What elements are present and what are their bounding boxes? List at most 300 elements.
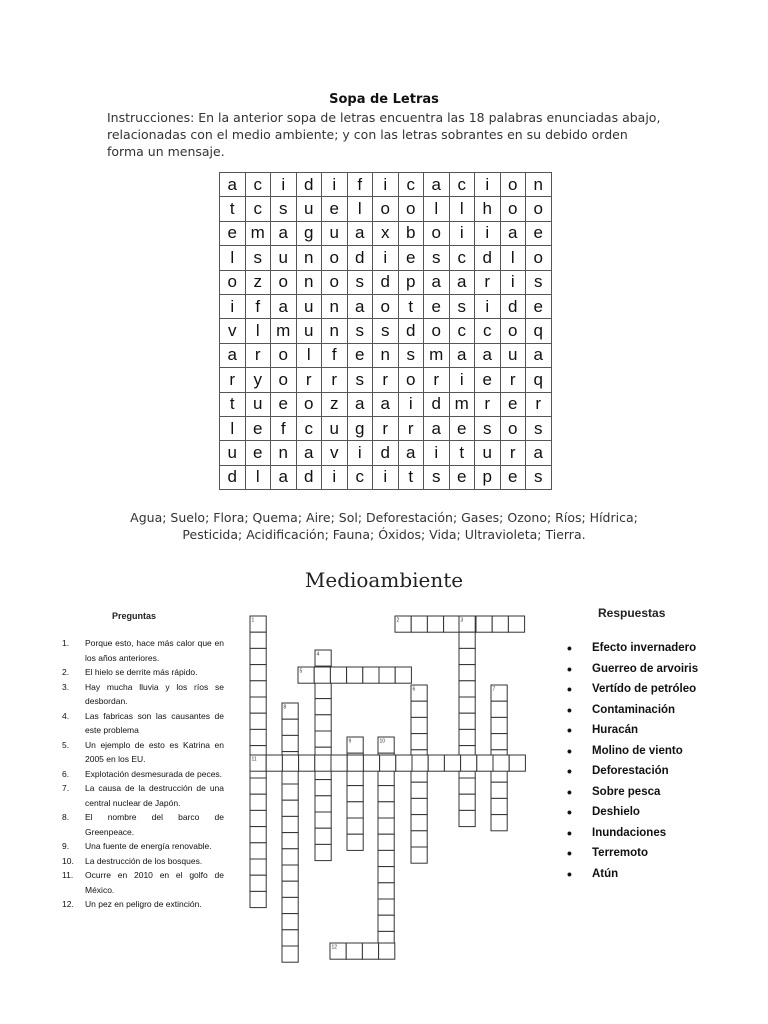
grid-letter: i	[500, 270, 526, 294]
grid-letter: s	[449, 294, 475, 318]
crossword-cell[interactable]	[493, 755, 509, 771]
grid-letter: a	[449, 270, 475, 294]
grid-letter: f	[271, 416, 297, 440]
grid-letter: r	[296, 368, 322, 392]
grid-letter: d	[347, 246, 373, 270]
crossword-cell[interactable]	[459, 648, 475, 664]
crossword-cell[interactable]	[315, 682, 331, 698]
crossword-cell[interactable]	[411, 616, 427, 632]
question-number: 8.	[62, 812, 70, 822]
grid-letter: i	[271, 173, 297, 197]
crossword-cell[interactable]	[250, 827, 266, 843]
question-number: 10.	[62, 855, 74, 866]
grid-letter: a	[347, 392, 373, 416]
crossword-cell[interactable]	[491, 701, 507, 717]
crossword-cell[interactable]	[250, 665, 266, 681]
answer-item: • Efecto invernadero	[567, 638, 698, 659]
grid-letter: e	[245, 416, 271, 440]
word-search-instructions: Instrucciones: En la anterior sopa de letras encuentra las 18 palabras enunciadas abajo, relacionadas con el medio ambiente; y con las letras sobrantes en su debido orden forma un mensaje.	[107, 110, 661, 159]
crossword-cell[interactable]	[379, 667, 395, 683]
grid-letter: s	[398, 343, 424, 367]
crossword-cell[interactable]	[250, 794, 266, 810]
crossword-cell[interactable]	[411, 734, 427, 750]
crossword-cell[interactable]	[282, 735, 298, 751]
grid-letter: l	[424, 197, 450, 221]
answer-item: • Huracán	[567, 720, 698, 741]
grid-letter: e	[526, 294, 552, 318]
crossword-cell[interactable]	[444, 755, 460, 771]
grid-letter: d	[220, 465, 246, 489]
grid-letter: r	[475, 392, 501, 416]
crossword-cell[interactable]	[378, 883, 394, 899]
crossword-cell[interactable]	[347, 786, 363, 802]
grid-letter: c	[347, 465, 373, 489]
crossword-clue-number: 5	[299, 668, 303, 675]
grid-letter: v	[322, 441, 348, 465]
grid-letter: r	[500, 368, 526, 392]
crossword-cell[interactable]	[379, 943, 395, 959]
crossword-cell[interactable]	[347, 769, 363, 785]
grid-letter: a	[449, 343, 475, 367]
grid-letter: e	[449, 465, 475, 489]
question-text: Explotación desmesurada de peces.	[85, 768, 223, 779]
grid-letter: i	[322, 173, 348, 197]
grid-letter: s	[373, 319, 399, 343]
grid-letter: m	[245, 221, 271, 245]
grid-letter: o	[526, 197, 552, 221]
grid-letter: y	[245, 368, 271, 392]
question-text: Hay mucha lluvia y los ríos se desbordan.	[85, 681, 224, 706]
grid-letter: z	[322, 392, 348, 416]
grid-letter: s	[347, 319, 373, 343]
grid-letter: t	[220, 392, 246, 416]
grid-letter: i	[424, 441, 450, 465]
crossword-cell[interactable]	[378, 834, 394, 850]
crossword-cell[interactable]	[282, 800, 298, 816]
crossword-cell[interactable]	[428, 755, 444, 771]
crossword-cell[interactable]	[347, 755, 363, 771]
crossword-cell[interactable]	[315, 699, 331, 715]
crossword-cell[interactable]	[459, 665, 475, 681]
crossword-cell[interactable]	[395, 667, 411, 683]
crossword-cell[interactable]	[250, 778, 266, 794]
crossword-cell[interactable]	[250, 843, 266, 859]
grid-letter: a	[296, 441, 322, 465]
grid-letter: s	[526, 270, 552, 294]
grid-letter: d	[296, 173, 322, 197]
question-text: Porque esto, hace más calor que en los años anteriores.	[85, 638, 224, 663]
grid-letter: l	[347, 197, 373, 221]
grid-letter: a	[271, 221, 297, 245]
crossword-cell[interactable]	[491, 734, 507, 750]
grid-letter: c	[449, 319, 475, 343]
question-text: Una fuente de energía renovable.	[85, 841, 212, 851]
crossword-cell[interactable]	[282, 865, 298, 881]
grid-letter: s	[347, 368, 373, 392]
grid-letter: s	[526, 465, 552, 489]
crossword-cell[interactable]	[362, 943, 378, 959]
grid-letter: t	[398, 294, 424, 318]
crossword-cell[interactable]	[378, 899, 394, 915]
crossword-cell[interactable]	[508, 616, 524, 632]
word-list-line: Pesticida; Acidificación; Fauna; Óxidos; Vida; Ultravioleta; Tierra.	[182, 527, 586, 542]
crossword-clue-number: 4	[316, 651, 320, 658]
question-number: 11.	[62, 870, 74, 880]
question-number: 5.	[62, 739, 70, 750]
answer-item: • Molino de viento	[567, 741, 698, 762]
grid-letter: c	[245, 173, 271, 197]
crossword-cell[interactable]	[250, 648, 266, 664]
grid-letter: l	[500, 246, 526, 270]
grid-letter: c	[245, 197, 271, 221]
grid-letter: o	[398, 368, 424, 392]
crossword-cell[interactable]	[282, 755, 298, 771]
crossword-cell[interactable]	[396, 755, 412, 771]
crossword-cell[interactable]	[378, 915, 394, 931]
word-search-title: Sopa de Letras	[329, 92, 439, 107]
grid-letter: d	[475, 246, 501, 270]
grid-letter: c	[449, 173, 475, 197]
crossword-cell[interactable]	[491, 782, 507, 798]
grid-letter: a	[220, 173, 246, 197]
grid-letter: i	[373, 246, 399, 270]
grid-letter: i	[475, 173, 501, 197]
question-number: 2.	[62, 667, 70, 677]
crossword-cell[interactable]	[477, 755, 493, 771]
grid-letter: e	[500, 392, 526, 416]
crossword-cell[interactable]	[459, 794, 475, 810]
grid-letter: o	[500, 416, 526, 440]
grid-letter: e	[475, 368, 501, 392]
crossword-cell[interactable]	[411, 831, 427, 847]
crossword-cell[interactable]	[378, 850, 394, 866]
grid-letter: i	[373, 173, 399, 197]
grid-letter: f	[322, 343, 348, 367]
grid-letter: i	[373, 465, 399, 489]
crossword-cell[interactable]	[266, 755, 282, 771]
grid-letter: o	[373, 197, 399, 221]
grid-letter: u	[296, 197, 322, 221]
crossword-cell[interactable]	[411, 701, 427, 717]
grid-letter: c	[398, 173, 424, 197]
crossword-cell[interactable]	[315, 715, 331, 731]
grid-letter: a	[475, 343, 501, 367]
crossword-clue-number: 9	[348, 738, 352, 745]
crossword-cell[interactable]	[250, 859, 266, 875]
crossword-cell[interactable]	[347, 818, 363, 834]
grid-letter: i	[449, 221, 475, 245]
crossword-cell[interactable]	[282, 784, 298, 800]
crossword-cell[interactable]	[492, 616, 508, 632]
answer-item: • Vertído de petróleo	[567, 679, 698, 700]
grid-letter: o	[500, 319, 526, 343]
crossword-cell[interactable]	[378, 769, 394, 785]
grid-letter: r	[398, 416, 424, 440]
grid-letter: r	[245, 343, 271, 367]
grid-letter: e	[220, 221, 246, 245]
crossword-clue-number: 1	[251, 617, 255, 624]
grid-letter: o	[526, 246, 552, 270]
crossword-cell[interactable]	[476, 616, 492, 632]
crossword-cell[interactable]	[282, 719, 298, 735]
grid-letter: l	[449, 197, 475, 221]
crossword-cell[interactable]	[315, 780, 331, 796]
answer-item: • Deshielo	[567, 802, 698, 823]
grid-letter: s	[245, 246, 271, 270]
answer-item: • Sobre pesca	[567, 782, 698, 803]
grid-letter: n	[322, 294, 348, 318]
grid-letter: r	[220, 368, 246, 392]
grid-letter: o	[296, 392, 322, 416]
grid-letter: d	[373, 441, 399, 465]
crossword-clue-number: 6	[412, 686, 416, 693]
grid-letter: a	[398, 441, 424, 465]
grid-letter: a	[271, 465, 297, 489]
grid-letter: c	[475, 319, 501, 343]
grid-letter: a	[347, 221, 373, 245]
grid-letter: p	[398, 270, 424, 294]
grid-letter: i	[475, 294, 501, 318]
crossword-clue-number: 3	[460, 617, 464, 624]
grid-letter: e	[322, 197, 348, 221]
grid-letter: e	[245, 441, 271, 465]
crossword-title: Medioambiente	[304, 568, 464, 592]
grid-letter: o	[500, 173, 526, 197]
grid-letter: c	[296, 416, 322, 440]
grid-letter: i	[347, 441, 373, 465]
crossword-cell[interactable]	[250, 632, 266, 648]
crossword-cell[interactable]	[363, 755, 379, 771]
crossword-cell[interactable]	[444, 616, 460, 632]
grid-letter: s	[424, 246, 450, 270]
crossword-cell[interactable]	[459, 778, 475, 794]
grid-letter: n	[373, 343, 399, 367]
grid-letter: n	[322, 319, 348, 343]
grid-letter: o	[500, 197, 526, 221]
crossword-cell[interactable]	[491, 798, 507, 814]
grid-letter: u	[500, 343, 526, 367]
grid-letter: e	[398, 246, 424, 270]
crossword-cell[interactable]	[427, 616, 443, 632]
crossword-cell[interactable]	[363, 667, 379, 683]
grid-letter: g	[347, 416, 373, 440]
grid-letter: s	[347, 270, 373, 294]
grid-letter: u	[271, 246, 297, 270]
question-text: El nombre del barco de Greenpeace.	[85, 812, 224, 837]
grid-letter: u	[245, 392, 271, 416]
crossword-cell[interactable]	[509, 755, 525, 771]
grid-letter: e	[449, 416, 475, 440]
crossword-clue-number: 2	[396, 617, 400, 624]
grid-letter: z	[245, 270, 271, 294]
crossword-cell[interactable]	[461, 755, 477, 771]
grid-letter: r	[475, 270, 501, 294]
crossword-cell[interactable]	[378, 802, 394, 818]
crossword-cell[interactable]	[250, 681, 266, 697]
crossword-cell[interactable]	[250, 875, 266, 891]
grid-letter: d	[424, 392, 450, 416]
grid-letter: l	[245, 319, 271, 343]
grid-letter: l	[245, 465, 271, 489]
crossword-cell[interactable]	[411, 782, 427, 798]
grid-letter: e	[500, 465, 526, 489]
grid-letter: u	[475, 441, 501, 465]
crossword-cell[interactable]	[459, 810, 475, 826]
question-text: El hielo se derrite más rápido.	[85, 667, 198, 677]
grid-letter: r	[322, 368, 348, 392]
crossword-clue-number: 11	[251, 756, 257, 763]
crossword-cell[interactable]	[315, 731, 331, 747]
crossword-cell[interactable]	[347, 802, 363, 818]
question-text: La destrucción de los bosques.	[85, 855, 203, 866]
crossword-cell[interactable]	[347, 667, 363, 683]
grid-letter: u	[296, 319, 322, 343]
crossword-cell[interactable]	[282, 816, 298, 832]
crossword-cell[interactable]	[250, 697, 266, 713]
crossword-cell[interactable]	[491, 815, 507, 831]
crossword-cell[interactable]	[314, 667, 330, 683]
question-number: 4.	[62, 710, 70, 721]
grid-letter: d	[500, 294, 526, 318]
grid-letter: l	[296, 343, 322, 367]
crossword-clue-number: 8	[283, 704, 287, 711]
grid-letter: c	[449, 246, 475, 270]
grid-letter: l	[220, 246, 246, 270]
grid-letter: g	[296, 221, 322, 245]
crossword-cell[interactable]	[459, 632, 475, 648]
crossword-cell[interactable]	[459, 713, 475, 729]
grid-letter: e	[271, 392, 297, 416]
crossword-cell[interactable]	[459, 681, 475, 697]
grid-letter: x	[373, 221, 399, 245]
grid-letter: o	[271, 368, 297, 392]
grid-letter: i	[449, 368, 475, 392]
crossword-cell[interactable]	[250, 891, 266, 907]
crossword-cell[interactable]	[378, 818, 394, 834]
crossword-cell[interactable]	[250, 810, 266, 826]
crossword-cell[interactable]	[315, 828, 331, 844]
grid-letter: a	[424, 270, 450, 294]
question-text: Las fabricas son las causantes de este problema	[85, 710, 224, 735]
crossword-cell[interactable]	[378, 786, 394, 802]
grid-letter: f	[245, 294, 271, 318]
crossword-cell[interactable]	[282, 897, 298, 913]
crossword-cell[interactable]	[282, 833, 298, 849]
crossword-cell[interactable]	[330, 667, 346, 683]
crossword-cell[interactable]	[411, 847, 427, 863]
crossword-cell[interactable]	[411, 815, 427, 831]
crossword-cell[interactable]	[282, 881, 298, 897]
grid-letter: p	[475, 465, 501, 489]
question-number: 1.	[62, 638, 70, 648]
grid-letter: a	[526, 441, 552, 465]
question-number: 3.	[62, 681, 70, 692]
grid-letter: b	[398, 221, 424, 245]
grid-letter: a	[424, 173, 450, 197]
crossword-cell[interactable]	[282, 914, 298, 930]
grid-letter: q	[526, 368, 552, 392]
answer-item: • Atún	[567, 864, 698, 885]
grid-letter: e	[424, 294, 450, 318]
grid-letter: h	[475, 197, 501, 221]
grid-letter: s	[526, 416, 552, 440]
crossword-cell[interactable]	[315, 812, 331, 828]
grid-letter: d	[296, 465, 322, 489]
question-number: 6.	[62, 768, 70, 779]
grid-letter: m	[271, 319, 297, 343]
grid-letter: a	[500, 221, 526, 245]
crossword-cell[interactable]	[378, 867, 394, 883]
grid-letter: r	[373, 368, 399, 392]
crossword-cell[interactable]	[412, 755, 428, 771]
crossword-cell[interactable]	[282, 849, 298, 865]
questions-heading: Preguntas	[112, 611, 157, 621]
grid-letter: u	[296, 294, 322, 318]
grid-letter: o	[322, 246, 348, 270]
crossword-cell[interactable]	[411, 798, 427, 814]
crossword-cell[interactable]	[459, 729, 475, 745]
crossword-clue-number: 10	[379, 738, 386, 745]
crossword-cell[interactable]	[346, 943, 362, 959]
crossword-cell[interactable]	[282, 946, 298, 962]
crossword-cell[interactable]	[250, 729, 266, 745]
crossword-cell[interactable]	[459, 697, 475, 713]
crossword-clue-number: 7	[492, 686, 496, 693]
crossword-cell[interactable]	[411, 717, 427, 733]
crossword-cell[interactable]	[315, 755, 331, 771]
grid-letter: n	[296, 246, 322, 270]
crossword-cell[interactable]	[491, 717, 507, 733]
answer-item: • Inundaciones	[567, 823, 698, 844]
grid-letter: o	[220, 270, 246, 294]
grid-letter: m	[449, 392, 475, 416]
grid-letter: a	[347, 294, 373, 318]
grid-letter: i	[220, 294, 246, 318]
grid-letter: o	[271, 343, 297, 367]
crossword-cell[interactable]	[282, 930, 298, 946]
crossword-cell[interactable]	[299, 755, 315, 771]
word-list-line: Agua; Suelo; Flora; Quema; Aire; Sol; Deforestación; Gases; Ozono; Ríos; Hídrica;	[130, 510, 638, 525]
answer-item: • Guerreo de arvoiris	[567, 659, 698, 680]
grid-letter: r	[526, 392, 552, 416]
crossword-cell[interactable]	[250, 713, 266, 729]
question-text: Un pez en peligro de extinción.	[85, 899, 202, 909]
crossword-cell[interactable]	[315, 796, 331, 812]
question-text: La causa de la destrucción de una central nuclear de Japón.	[85, 783, 224, 808]
grid-letter: n	[271, 441, 297, 465]
crossword-cell[interactable]	[347, 834, 363, 850]
question-number: 12.	[62, 899, 74, 909]
crossword-clue-number: 12	[331, 944, 338, 951]
grid-letter: a	[220, 343, 246, 367]
grid-letter: u	[322, 416, 348, 440]
grid-letter: n	[526, 173, 552, 197]
grid-letter: a	[373, 392, 399, 416]
grid-letter: a	[424, 416, 450, 440]
grid-letter: t	[220, 197, 246, 221]
answer-item: • Terremoto	[567, 843, 698, 864]
grid-letter: i	[398, 392, 424, 416]
question-number: 9.	[62, 841, 70, 851]
grid-letter: t	[449, 441, 475, 465]
grid-letter: o	[424, 221, 450, 245]
grid-letter: s	[424, 465, 450, 489]
crossword-cell[interactable]	[380, 755, 396, 771]
crossword-cell[interactable]	[315, 844, 331, 860]
crossword-cell[interactable]	[331, 755, 347, 771]
grid-letter: a	[271, 294, 297, 318]
grid-letter: v	[220, 319, 246, 343]
